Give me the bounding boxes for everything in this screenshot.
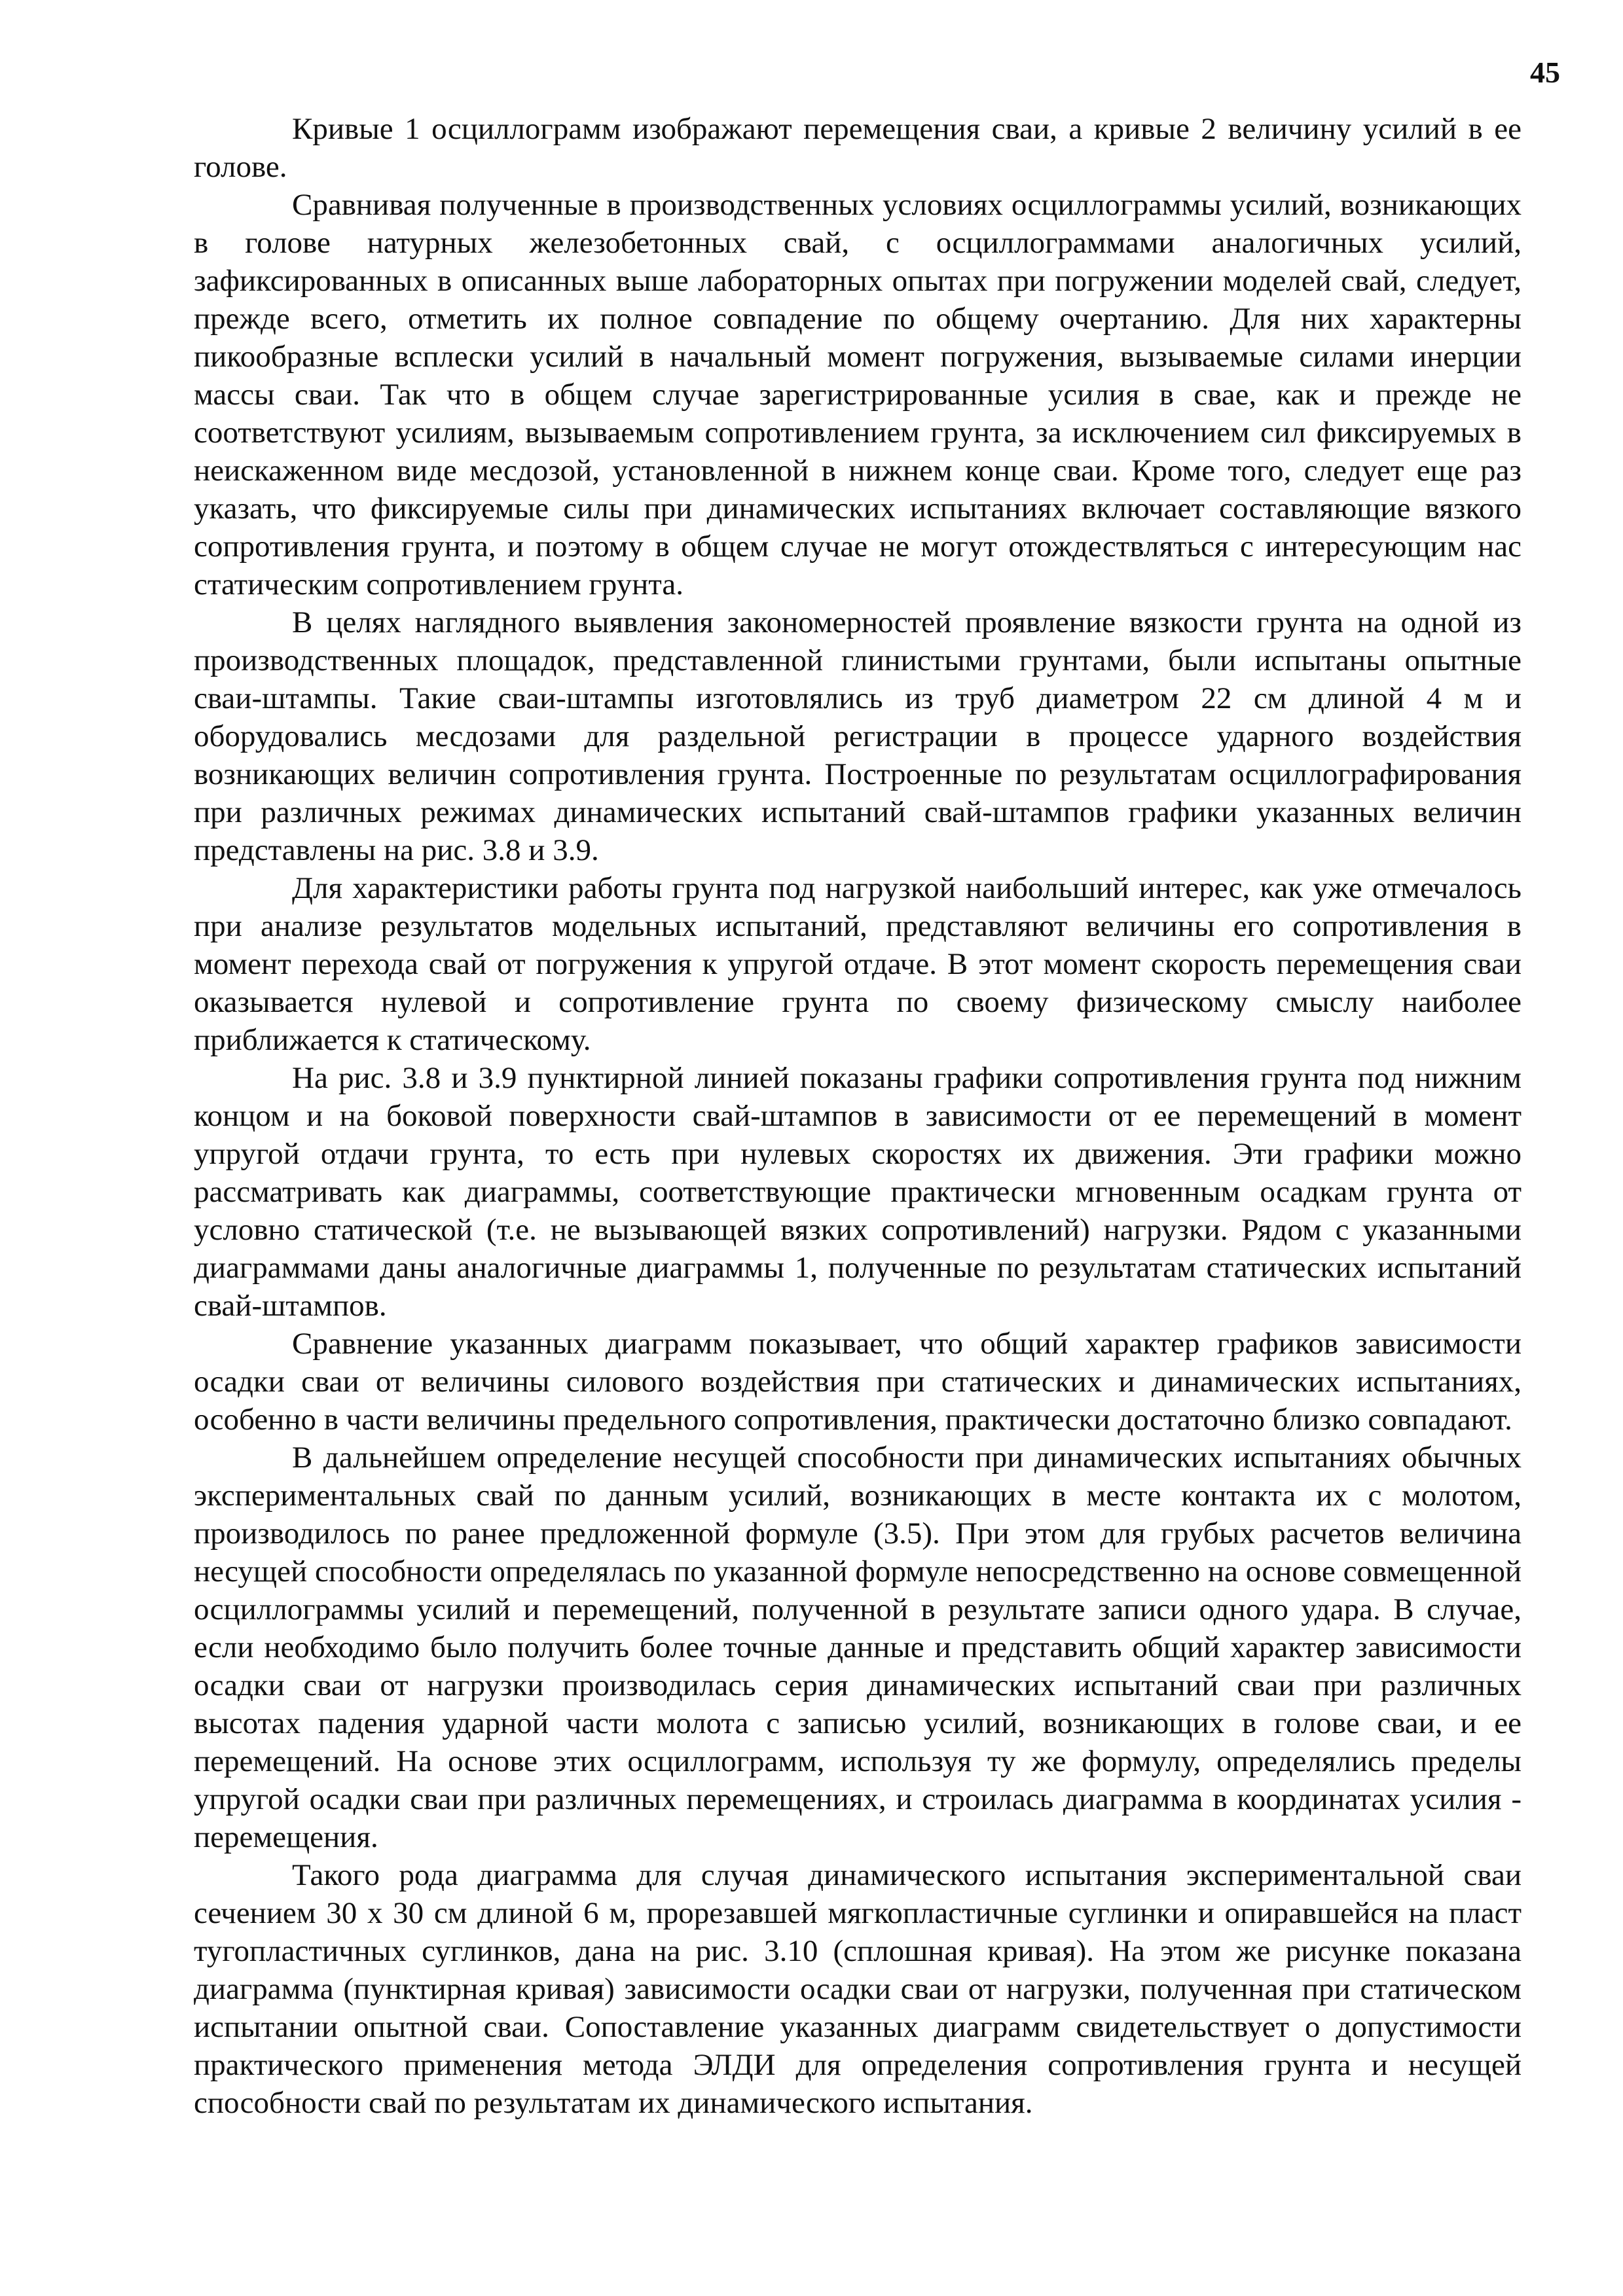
paragraph-8: Такого рода диаграмма для случая динамического испытания экспериментальной сваи сечением 30 х 30 см длиной 6 м, прорезавшей мягкопластичные суглинки и опиравшейся на пласт тугопластичных суглинков, дана на рис. 3.10 (сплошная кривая). На этом же рисунке показана диаграмма (пунктирная кривая) зависимости осадки сваи от нагрузки, полученная при статическом испытании опытной сваи. Сопоставление указанных диаграмм свидетельствует о допустимости практического применения метода ЭЛДИ для определения сопротивления грунта и несущей способности свай по результатам их динамического испытания. [194,1858,1522,2120]
paragraph-6: Сравнение указанных диаграмм показывает, что общий характер графиков зависимости осадки сваи от величины силового воздействия при статических и динамических испытаниях, особенно в части величины предельного сопротивления, практически достаточно близко совпадают. [194,1327,1522,1437]
paragraph-5: На рис. 3.8 и 3.9 пунктирной линией показаны графики сопротивления грунта под нижним концом и на боковой поверхности свай-штампов в зависимости от ее перемещений в момент упругой отдачи грунта, то есть при нулевых скоростях их движения. Эти графики можно рассматривать как диаграммы, соответствующие практически мгновенным осадкам грунта от условно статической (т.е. не вызывающей вязких сопротивлений) нагрузки. Рядом с указанными диаграммами даны аналогичные диаграммы 1, полученные по результатам статических испытаний свай-штампов. [194,1061,1522,1323]
paragraph-1: Кривые 1 осциллограмм изображают перемещения сваи, а кривые 2 величину усилий в ее голове. [194,112,1522,184]
paragraph-2: Сравнивая полученные в производственных условиях осциллограммы усилий, возникающих в голове натурных железобетонных свай, с осциллограммами аналогичных усилий, зафиксированных в описанных выше лабораторных опытах при погружении моделей свай, следует, прежде всего, отметить их полное совпадение по общему очертанию. Для них характерны пикообразные всплески усилий в начальный момент погружения, вызываемые силами инерции массы сваи. Так что в общем случае зарегистрированные усилия в свае, как и прежде не соответствуют усилиям, вызываемым сопротивлением грунта, за исключением сил фиксируемых в неискаженном виде месдозой, установленной в нижнем конце сваи. Кроме того, следует еще раз указать, что фиксируемые силы при динамических испытаниях включает составляющие вязкого сопротивления грунта, и поэтому в общем случае не могут отождествляться с интересующим нас статическим сопротивлением грунта. [194,188,1522,601]
paragraph-3: В целях наглядного выявления закономерностей проявление вязкости грунта на одной из производственных площадок, представленной глинистыми грунтами, были испытаны опытные сваи-штампы. Такие сваи-штампы изготовлялись из труб диаметром 22 см длиной 4 м и оборудовались месдозами для раздельной регистрации в процессе ударного воздействия возникающих величин сопротивления грунта. Построенные по результатам осциллографирования при различных режимах динамических испытаний свай-штампов графики указанных величин представлены на рис. 3.8 и 3.9. [194,605,1522,867]
paragraph-4: Для характеристики работы грунта под нагрузкой наибольший интерес, как уже отмечалось при анализе результатов модельных испытаний, представляют величины его сопротивления в момент перехода свай от погружения к упругой отдаче. В этот момент скорость перемещения сваи оказывается нулевой и сопротивление грунта по своему физическому смыслу наиболее приближается к статическому. [194,871,1522,1057]
page-number: 45 [1530,56,1560,89]
body-text [194,110,1522,2122]
paragraph-7: В дальнейшем определение несущей способности при динамических испытаниях обычных экспериментальных свай по данным усилий, возникающих в месте контакта их с молотом, производилось по ранее предложенной формуле (3.5). При этом для грубых расчетов величина несущей способности определялась по указанной формуле непосредственно на основе совмещенной осциллограммы усилий и перемещений, полученной в результате записи одного удара. В случае, если необходимо было получить более точные данные и представить общий характер зависимости осадки сваи от нагрузки производилась серия динамических испытаний сваи при различных высотах падения ударной части молота с записью усилий, возникающих в голове сваи, и ее перемещений. На основе этих осциллограмм, используя ту же формулу, определялись пределы упругой осадки сваи при различных перемещениях, и строилась диаграмма в координатах усилия - перемещения. [194,1441,1522,1854]
